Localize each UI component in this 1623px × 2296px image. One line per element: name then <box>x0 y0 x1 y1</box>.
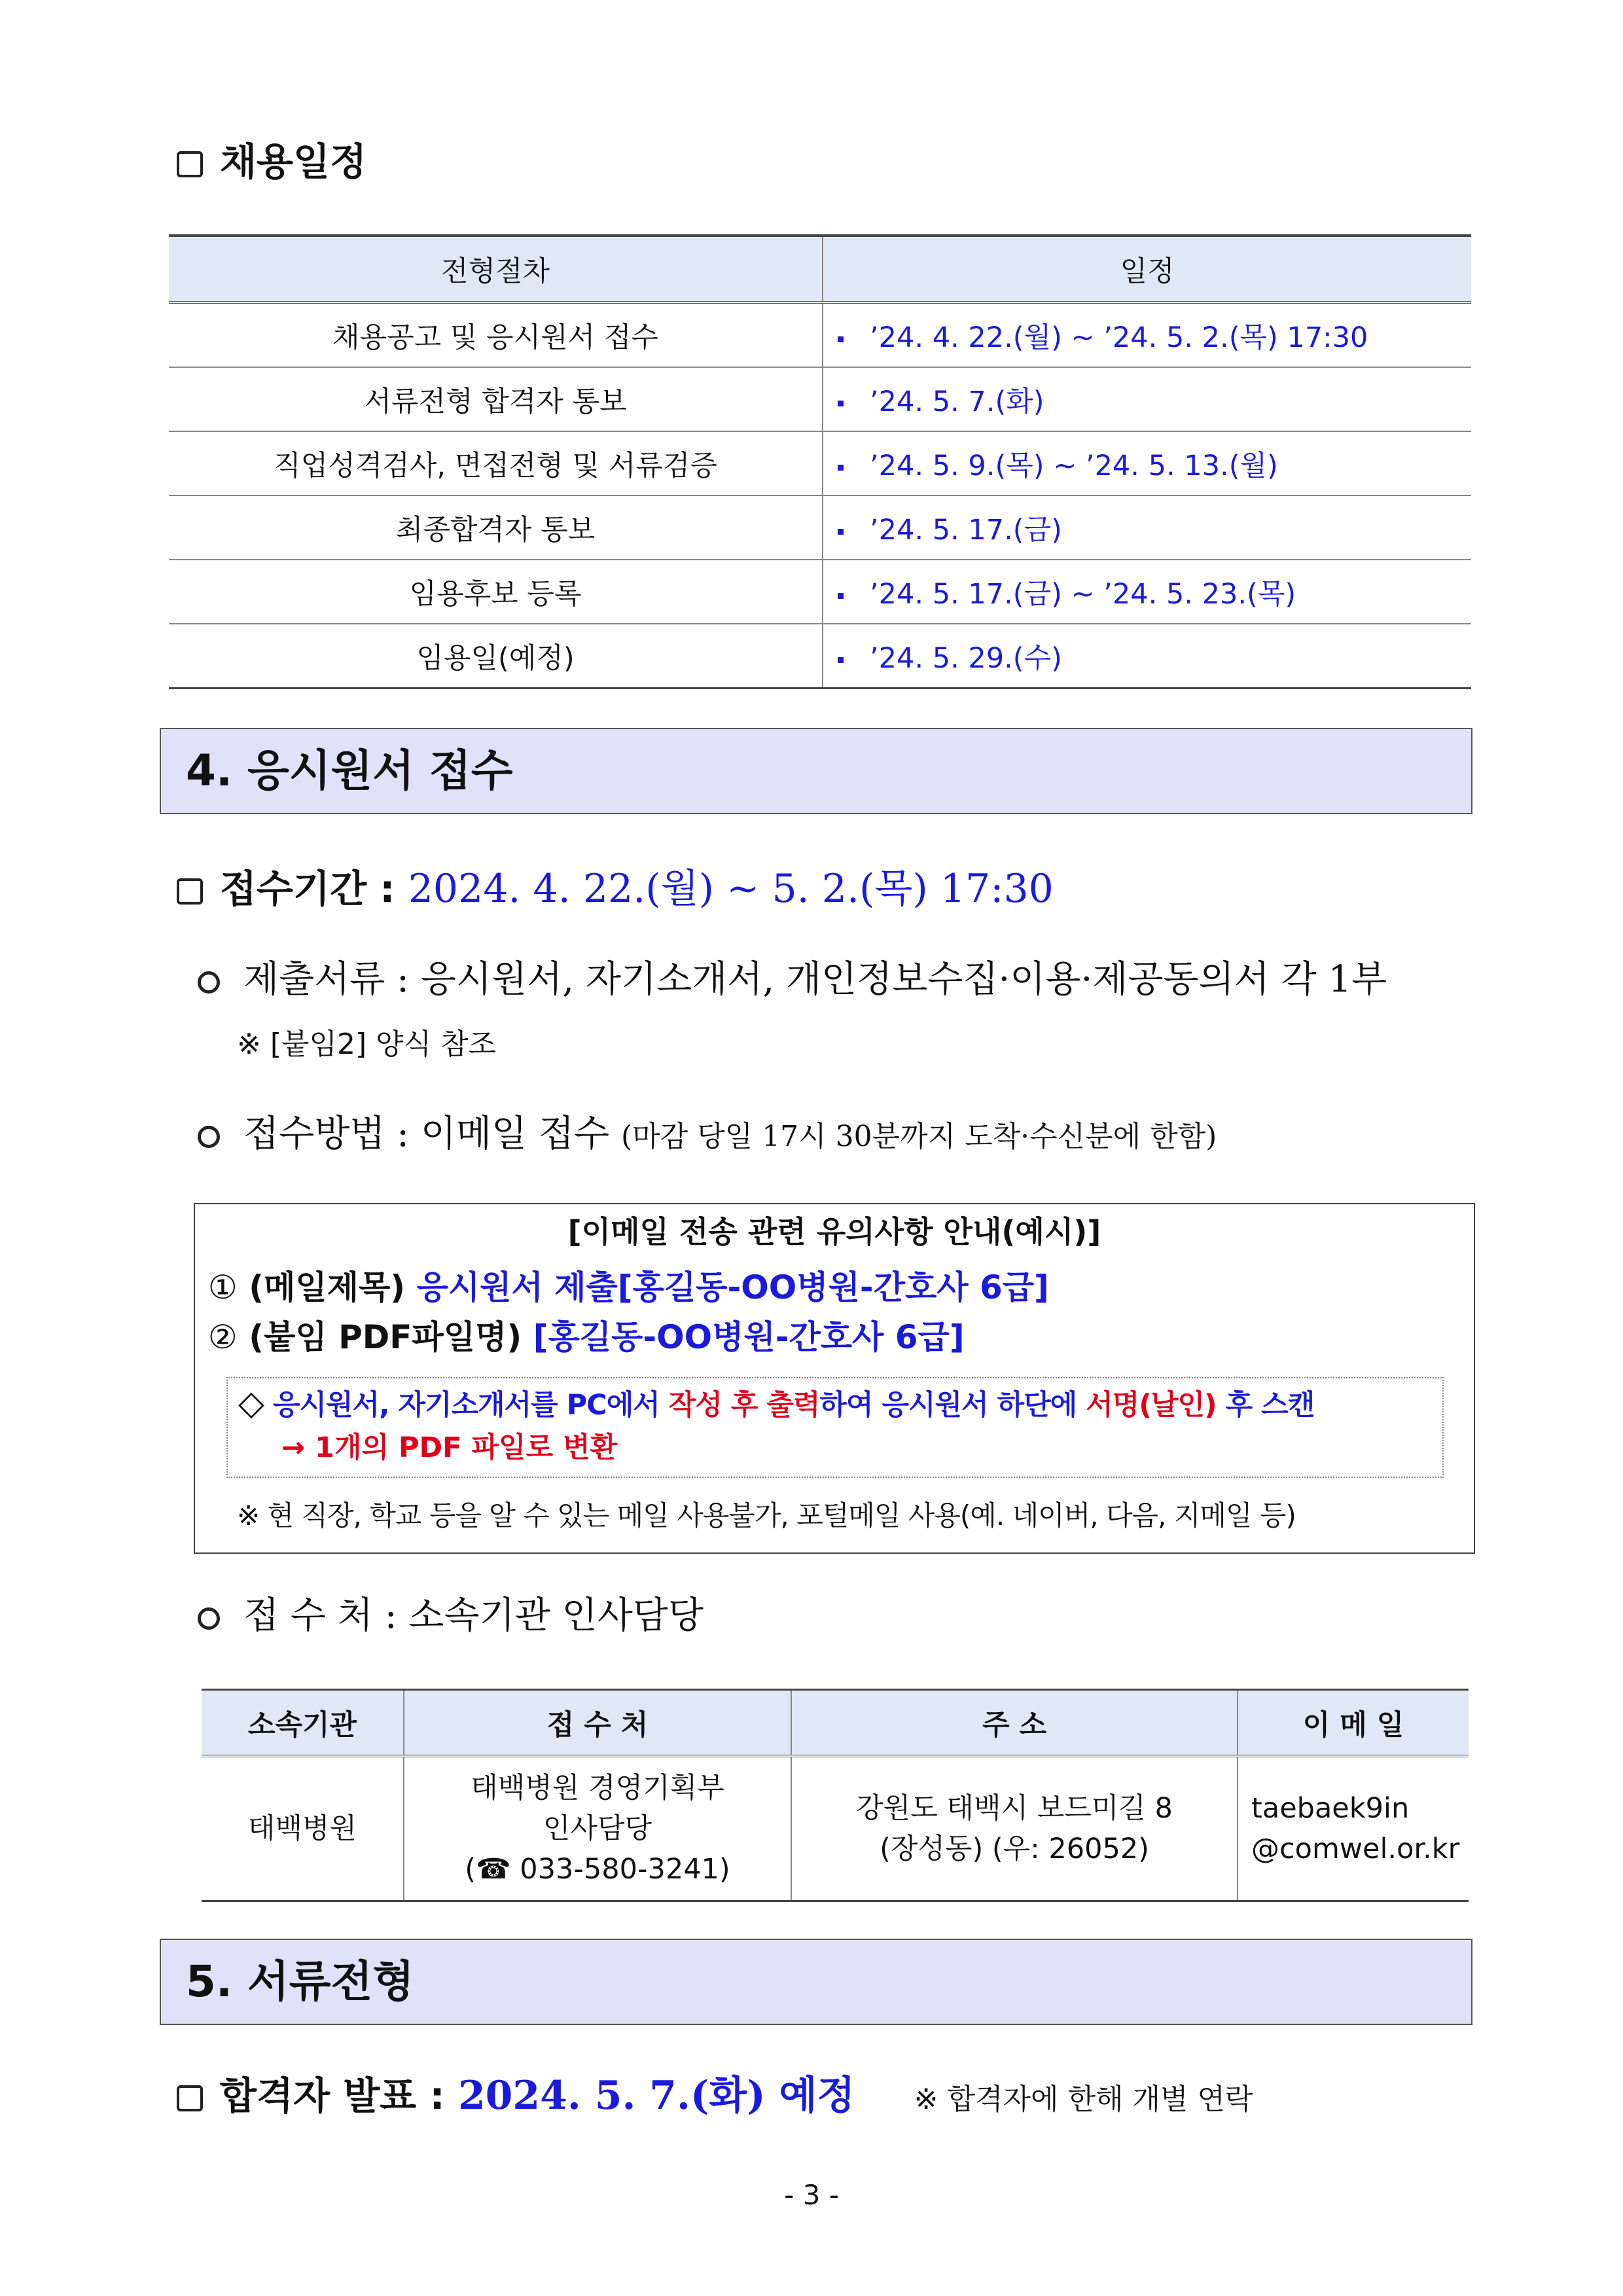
application-method <box>198 1111 1217 1160</box>
schedule-heading-text: 채용일정 <box>220 139 367 184</box>
announce-label: 합격자 발표 : <box>220 2073 445 2118</box>
schedule-table <box>169 234 1471 689</box>
instruction-part-a: 응시원서, 자기소개서를 PC에서 <box>272 1389 660 1422</box>
step-cell: 직업성격검사, 면접전형 및 서류검증 <box>169 431 823 495</box>
circle-bullet-icon <box>198 1607 220 1630</box>
table-row <box>169 624 1471 689</box>
dept-line-1: 태백병원 경영기획부 <box>471 1772 724 1804</box>
item2-number: ② <box>208 1318 238 1356</box>
col-date-header: 일정 <box>823 236 1471 302</box>
instruction-line-2: → 1개의 PDF 파일로 변환 <box>281 1431 618 1464</box>
bullet-icon <box>838 529 844 535</box>
instruction-line-1 <box>238 1382 1314 1426</box>
instruction-part-b: 작성 후 출력 <box>668 1389 820 1422</box>
date-text: ’24. 5. 7.(화) <box>870 385 1044 418</box>
table-row <box>169 495 1471 560</box>
step-cell: 임용일(예정) <box>169 624 823 689</box>
date-text: ’24. 5. 17.(금) ~ ’24. 5. 23.(목) <box>870 577 1296 611</box>
diamond-icon: ◇ <box>238 1384 264 1423</box>
table-row <box>169 367 1471 431</box>
dept-cell <box>404 1756 791 1901</box>
section5-title-bar: 5. 서류전형 <box>160 1939 1472 2025</box>
address-line-1: 강원도 태백시 보드미길 8 <box>856 1792 1173 1825</box>
place-label: 접 수 처 : 소속기관 인사담당 <box>243 1594 704 1637</box>
org-cell: 태백병원 <box>202 1756 404 1901</box>
phone-number: (☎ 033-580-3241) <box>465 1853 730 1886</box>
item1-label: (메일제목) <box>249 1268 406 1306</box>
application-period <box>177 865 1054 912</box>
address-line-2: (장성동) (우: 26052) <box>880 1833 1149 1865</box>
table-row <box>169 302 1471 367</box>
page-number: - 3 - <box>784 2179 839 2211</box>
notice-item-2 <box>208 1316 965 1359</box>
date-cell <box>823 495 1471 560</box>
bullet-icon <box>838 401 844 406</box>
instruction-part-c: 하여 응시원서 하단에 <box>819 1389 1077 1422</box>
notice-title: [이메일 전송 관련 유의사항 안내(예시)] <box>567 1214 1101 1249</box>
bullet-icon <box>838 465 844 471</box>
date-cell <box>823 367 1471 431</box>
email-line-1: taebaek9in <box>1251 1792 1410 1825</box>
col-dept-header: 접 수 처 <box>404 1690 791 1757</box>
method-label: 접수방법 : 이메일 접수 <box>243 1113 610 1155</box>
address-cell <box>791 1756 1238 1901</box>
item1-number: ① <box>208 1268 238 1306</box>
dept-line-2: 인사담당 <box>543 1812 652 1845</box>
period-label: 접수기간 : <box>220 867 395 911</box>
required-docs <box>198 957 1387 1003</box>
method-note: (마감 당일 17시 30분까지 도착·수신분에 한함) <box>620 1120 1217 1153</box>
step-cell: 최종합격자 통보 <box>169 495 823 560</box>
schedule-heading <box>177 139 366 185</box>
instruction-part-d: 서명(날인) <box>1086 1389 1217 1422</box>
date-text: ’24. 5. 17.(금) <box>870 513 1062 547</box>
docs-note: ※ [붙임2] 양식 참조 <box>237 1028 497 1061</box>
col-step-header: 전형절차 <box>169 236 823 302</box>
email-line-2: @comwel.or.kr <box>1251 1833 1460 1865</box>
period-value: 2024. 4. 22.(월) ~ 5. 2.(목) 17:30 <box>408 866 1054 912</box>
notice-footnote: ※ 현 직장, 학교 등을 알 수 있는 메일 사용불가, 포털메일 사용(예. 네이버, 다음, 지메일 등) <box>237 1499 1296 1532</box>
item1-value: 응시원서 제출[홍길동-OO병원-간호사 6급] <box>416 1268 1049 1306</box>
step-cell: 임용후보 등록 <box>169 560 823 624</box>
docs-label: 제출서류 : 응시원서, 자기소개서, 개인정보수집·이용·제공동의서 각 1부 <box>243 958 1387 1001</box>
bullet-icon <box>838 657 844 663</box>
date-cell <box>823 431 1471 495</box>
notice-item-1 <box>208 1266 1049 1309</box>
result-announcement <box>177 2072 1253 2123</box>
bullet-icon <box>838 593 844 599</box>
email-cell <box>1238 1756 1469 1901</box>
reception-table <box>202 1689 1469 1902</box>
step-cell: 채용공고 및 응시원서 접수 <box>169 302 823 367</box>
circle-bullet-icon <box>198 1126 220 1148</box>
table-row <box>202 1756 1469 1901</box>
circle-bullet-icon <box>198 971 220 994</box>
col-org-header: 소속기관 <box>202 1690 404 1757</box>
date-text: ’24. 5. 9.(목) ~ ’24. 5. 13.(월) <box>870 449 1278 482</box>
reception-place <box>198 1593 704 1639</box>
item2-value: [홍길동-OO병원-간호사 6급] <box>533 1318 965 1356</box>
step-cell: 서류전형 합격자 통보 <box>169 367 823 431</box>
announce-value: 2024. 5. 7.(화) 예정 <box>457 2073 855 2119</box>
checkbox-square-icon <box>177 151 203 177</box>
bullet-icon <box>838 336 844 342</box>
table-row <box>169 560 1471 624</box>
checkbox-square-icon <box>177 2085 203 2111</box>
table-row <box>169 431 1471 495</box>
item2-label: (붙임 PDF파일명) <box>249 1318 522 1356</box>
date-cell <box>823 302 1471 367</box>
date-cell <box>823 624 1471 689</box>
col-address-header: 주 소 <box>791 1690 1238 1757</box>
announce-note: ※ 합격자에 한해 개별 연락 <box>914 2083 1253 2116</box>
date-text: ’24. 4. 22.(월) ~ ’24. 5. 2.(목) 17:30 <box>870 321 1368 354</box>
col-email-header: 이 메 일 <box>1238 1690 1469 1757</box>
instruction-part-e: 후 스캔 <box>1225 1389 1315 1422</box>
section4-title-bar: 4. 응시원서 접수 <box>160 728 1472 814</box>
date-text: ’24. 5. 29.(수) <box>870 641 1062 675</box>
date-cell <box>823 560 1471 624</box>
checkbox-square-icon <box>177 878 203 905</box>
